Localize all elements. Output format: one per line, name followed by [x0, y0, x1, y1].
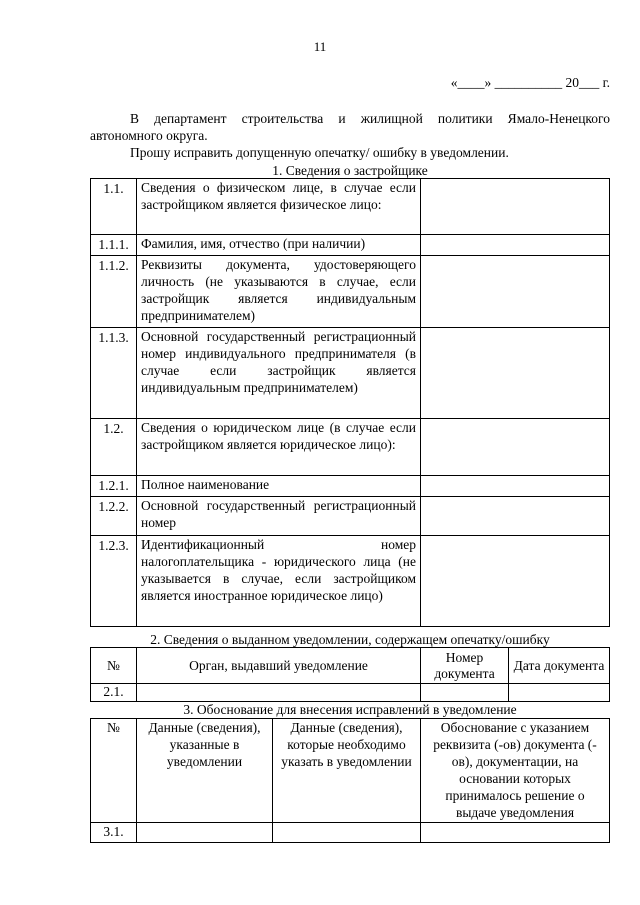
- column-header: Номер документа: [421, 648, 509, 684]
- column-header: Дата документа: [509, 648, 610, 684]
- row-number: 1.2.2.: [91, 497, 137, 536]
- reason-cell[interactable]: [421, 823, 610, 843]
- row-label: Фамилия, имя, отчество (при наличии): [137, 235, 421, 256]
- row-number: 2.1.: [91, 684, 137, 702]
- date-line: «____» __________ 20___ г.: [450, 75, 610, 90]
- column-header: №: [91, 719, 137, 823]
- doc-date-cell[interactable]: [509, 684, 610, 702]
- row-label: Идентификационный номер налогоплательщика - юридического лица (не указывается в случае, если застройщиком является иностранное юридическое лицо): [137, 536, 421, 627]
- doc-number-cell[interactable]: [421, 684, 509, 702]
- table-row: [91, 536, 610, 627]
- row-label: Полное наименование: [137, 476, 421, 497]
- column-header: №: [91, 648, 137, 684]
- row-number: 1.1.1.: [91, 235, 137, 256]
- column-header: Орган, выдавший уведомление: [137, 648, 421, 684]
- row-number: 1.1.2.: [91, 256, 137, 328]
- page-number: 11: [313, 39, 327, 54]
- row-value-cell[interactable]: [421, 497, 610, 536]
- row-value-cell[interactable]: [421, 256, 610, 328]
- table-row: [91, 476, 610, 497]
- row-value-cell[interactable]: [421, 328, 610, 419]
- row-number: 1.2.1.: [91, 476, 137, 497]
- intro-addressee: В департамент строительства и жилищной политики Ямало-Ненецкого автономного округа.: [90, 111, 610, 143]
- row-number: 1.1.3.: [91, 328, 137, 419]
- notice-info-table: [90, 647, 610, 702]
- table-row: [91, 497, 610, 536]
- row-value-cell[interactable]: [421, 476, 610, 497]
- table-header-row: [91, 719, 610, 823]
- row-value-cell[interactable]: [421, 536, 610, 627]
- table-row: [91, 328, 610, 419]
- table-row: [91, 419, 610, 476]
- given-data-cell[interactable]: [137, 823, 273, 843]
- table-row: [91, 235, 610, 256]
- correction-basis-table: [90, 718, 610, 843]
- section3-title: 3. Обоснование для внесения исправлений в уведомление: [183, 702, 517, 717]
- table-row: [91, 179, 610, 235]
- column-header: Обоснование с указанием реквизита (-ов) документа (-ов), документации, на основании которых принималось решение о выдаче уведомления: [421, 719, 610, 823]
- table-header-row: [91, 648, 610, 684]
- column-header: Данные (сведения), указанные в уведомлении: [137, 719, 273, 823]
- needed-data-cell[interactable]: [273, 823, 421, 843]
- row-label: Сведения о юридическом лице (в случае если застройщиком является юридическое лицо):: [137, 419, 421, 476]
- row-value-cell[interactable]: [421, 419, 610, 476]
- section1-title: 1. Сведения о застройщике: [272, 163, 428, 178]
- row-label: Сведения о физическом лице, в случае если застройщиком является физическое лицо:: [137, 179, 421, 235]
- row-label: Основной государственный регистрационный номер: [137, 497, 421, 536]
- table-row: [91, 684, 610, 702]
- column-header: Данные (сведения), которые необходимо указать в уведомлении: [273, 719, 421, 823]
- row-number: 1.2.: [91, 419, 137, 476]
- row-number: 1.1.: [91, 179, 137, 235]
- intro-block: [90, 110, 610, 161]
- intro-request: Прошу исправить допущенную опечатку/ ошибку в уведомлении.: [130, 145, 509, 160]
- organ-cell[interactable]: [137, 684, 421, 702]
- row-number: 1.2.3.: [91, 536, 137, 627]
- developer-info-table: [90, 178, 610, 627]
- row-value-cell[interactable]: [421, 179, 610, 235]
- table-row: [91, 823, 610, 843]
- row-number: 3.1.: [91, 823, 137, 843]
- section2-title: 2. Сведения о выданном уведомлении, содержащем опечатку/ошибку: [150, 632, 550, 647]
- row-label: Реквизиты документа, удостоверяющего личность (не указываются в случае, если застройщик является индивидуальным предпринимателем): [137, 256, 421, 328]
- table-row: [91, 256, 610, 328]
- row-label: Основной государственный регистрационный номер индивидуального предпринимателя (в случае если застройщик является индивидуальным предпринимателем): [137, 328, 421, 419]
- row-value-cell[interactable]: [421, 235, 610, 256]
